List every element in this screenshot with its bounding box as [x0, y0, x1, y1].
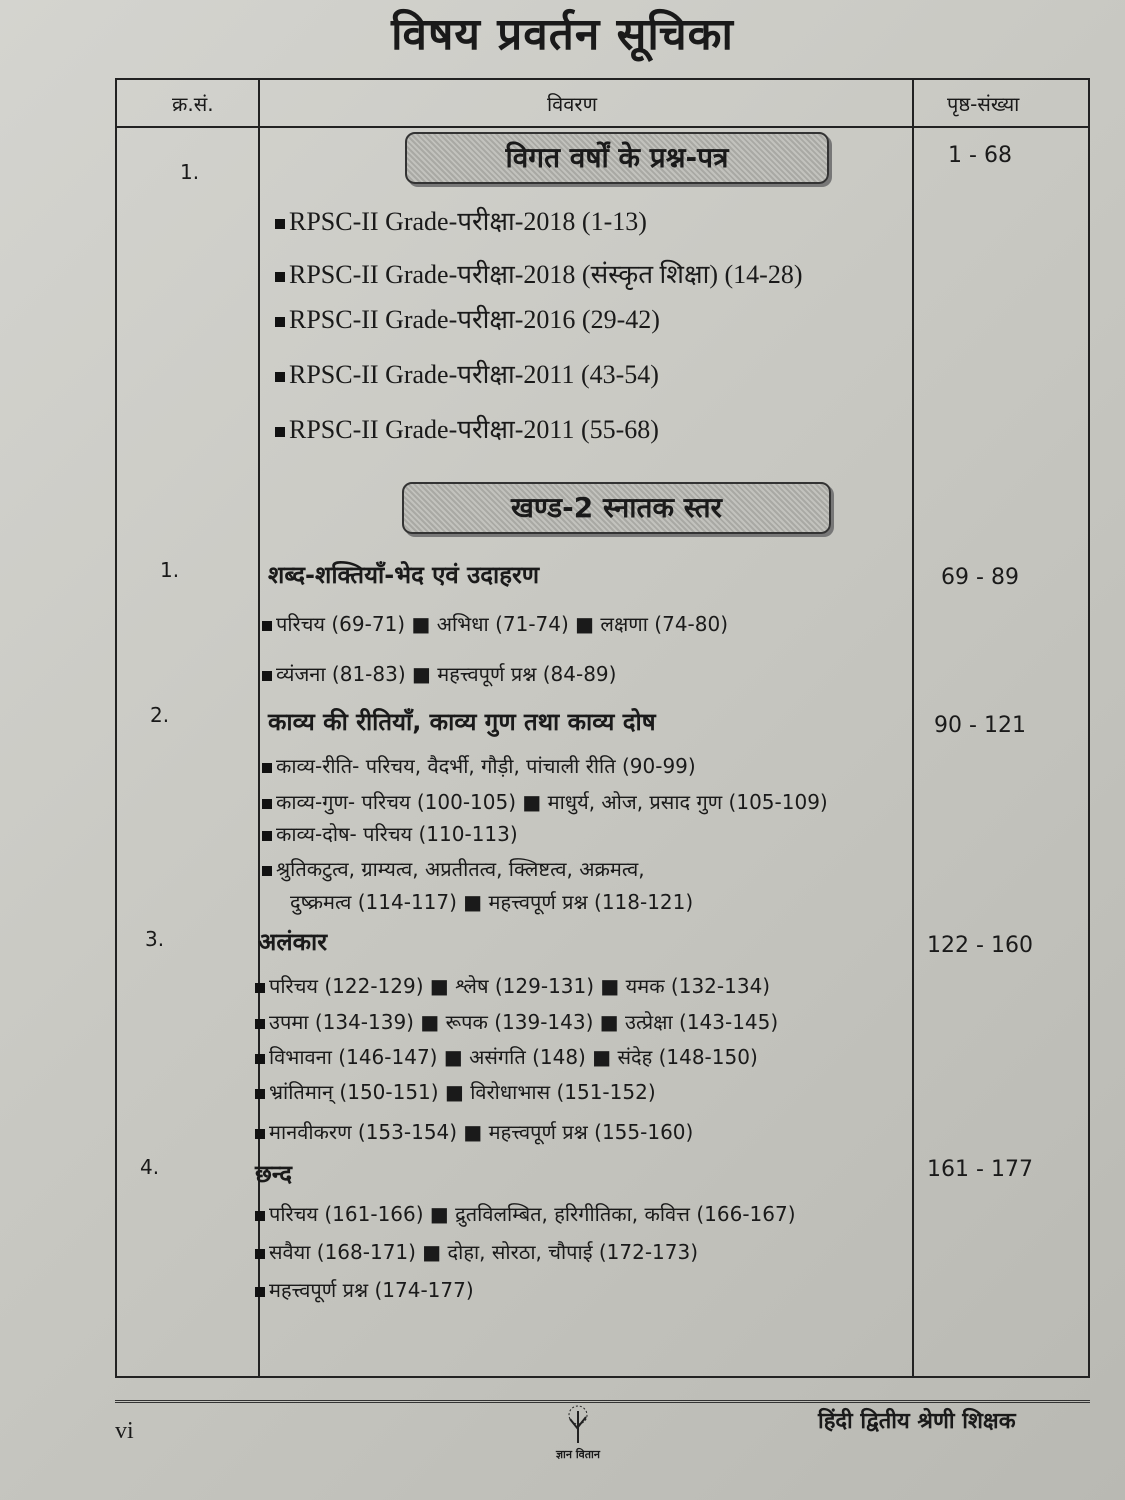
header-sn: क्र.सं.	[172, 92, 214, 116]
chapter-title: काव्य की रीतियाँ, काव्य गुण तथा काव्य दोष	[268, 708, 656, 736]
chapter-pages: 122 - 160	[927, 933, 1033, 958]
page-number: vi	[115, 1418, 134, 1444]
chapter-sn: 3.	[145, 927, 165, 951]
bullet-icon	[255, 1054, 265, 1064]
bullet-icon	[255, 1019, 265, 1029]
chapter-subitems: काव्य-रीति- परिचय, वैदर्भी, गौड़ी, पांचाली रीति (90-99)	[262, 752, 696, 779]
chapter-pages: 90 - 121	[934, 713, 1026, 738]
bullet-icon	[262, 763, 272, 773]
chapter-subitems: परिचय (122-129) ■ श्लेष (129-131) ■ यमक (132-134)	[255, 972, 770, 999]
bullet-icon	[255, 1287, 265, 1297]
bullet-icon	[275, 372, 285, 382]
paper-item: RPSC-II Grade-परीक्षा-2018 (संस्कृत शिक्षा) (14-28)	[275, 255, 802, 291]
bullet-icon	[255, 1129, 265, 1139]
bullet-icon	[255, 1089, 265, 1099]
chapter-subitems: परिचय (161-166) ■ द्रुतविलम्बित, हरिगीतिका, कवित्त (166-167)	[255, 1200, 796, 1227]
bullet-icon	[262, 799, 272, 809]
chapter-subitems: व्यंजना (81-83) ■ महत्त्वपूर्ण प्रश्न (84-89)	[262, 660, 616, 687]
chapter-subitems: श्रुतिकटुत्व, ग्राम्यत्व, अप्रतीतत्व, क्लिष्टत्व, अक्रमत्व,	[262, 855, 645, 882]
paper-item: RPSC-II Grade-परीक्षा-2011 (55-68)	[275, 410, 659, 446]
chapter-subitems: उपमा (134-139) ■ रूपक (139-143) ■ उत्प्रेक्षा (143-145)	[255, 1008, 778, 1035]
chapter-subitems: सवैया (168-171) ■ दोहा, सोरठा, चौपाई (172-173)	[255, 1238, 698, 1265]
chapter-subitems: मानवीकरण (153-154) ■ महत्त्वपूर्ण प्रश्न (155-160)	[255, 1118, 693, 1145]
chapter-sn: 2.	[150, 703, 170, 727]
chapter-subitems: काव्य-दोष- परिचय (110-113)	[262, 820, 518, 847]
bullet-icon	[262, 866, 272, 876]
paper-item: RPSC-II Grade-परीक्षा-2018 (1-13)	[275, 202, 647, 238]
part1-pages: 1 - 68	[948, 143, 1012, 168]
bullet-icon	[255, 983, 265, 993]
bullet-icon	[255, 1211, 265, 1221]
bullet-icon	[275, 272, 285, 282]
bullet-icon	[262, 671, 272, 681]
part1-sn: 1.	[180, 160, 200, 184]
chapter-pages: 69 - 89	[941, 565, 1019, 590]
publisher-logo	[548, 1405, 608, 1462]
chapter-sn: 4.	[140, 1155, 160, 1179]
chapter-title: अलंकार	[258, 928, 328, 956]
bullet-icon	[275, 317, 285, 327]
chapter-title: शब्द-शक्तियाँ-भेद एवं उदाहरण	[268, 561, 540, 589]
bullet-icon	[262, 621, 272, 631]
chapter-subitems: परिचय (69-71) ■ अभिधा (71-74) ■ लक्षणा (74-80)	[262, 610, 728, 637]
paper-item: RPSC-II Grade-परीक्षा-2011 (43-54)	[275, 355, 659, 391]
logo-text: ज्ञान वितान	[555, 1448, 601, 1461]
page-title: विषय प्रवर्तन सूचिका	[391, 9, 734, 60]
paper-item: RPSC-II Grade-परीक्षा-2016 (29-42)	[275, 300, 660, 336]
book-title: हिंदी द्वितीय श्रेणी शिक्षक	[818, 1409, 1016, 1434]
header-page: पृष्ठ-संख्या	[947, 92, 1020, 116]
chapter-subitems: महत्त्वपूर्ण प्रश्न (174-177)	[255, 1276, 474, 1303]
bullet-icon	[255, 1249, 265, 1259]
bullet-icon	[275, 427, 285, 437]
tree-icon	[558, 1405, 598, 1443]
header-description: विवरण	[547, 92, 598, 116]
section-banner-previous-papers: विगत वर्षों के प्रश्न-पत्र	[405, 132, 829, 184]
bullet-icon	[275, 219, 285, 229]
chapter-subitems: दुष्क्रमत्व (114-117) ■ महत्त्वपूर्ण प्रश्न (118-121)	[290, 890, 694, 914]
chapter-sn: 1.	[160, 558, 180, 582]
chapter-subitems: भ्रांतिमान् (150-151) ■ विरोधाभास (151-152)	[255, 1078, 656, 1105]
bullet-icon	[262, 831, 272, 841]
footer-divider	[115, 1400, 1090, 1403]
header-divider	[117, 126, 1088, 128]
chapter-title: छन्द	[255, 1160, 292, 1188]
section-banner-part2: खण्ड-2 स्नातक स्तर	[402, 482, 831, 534]
chapter-pages: 161 - 177	[927, 1157, 1033, 1182]
chapter-subitems: विभावना (146-147) ■ असंगति (148) ■ संदेह (148-150)	[255, 1043, 758, 1070]
chapter-subitems: काव्य-गुण- परिचय (100-105) ■ माधुर्य, ओज, प्रसाद गुण (105-109)	[262, 788, 828, 815]
